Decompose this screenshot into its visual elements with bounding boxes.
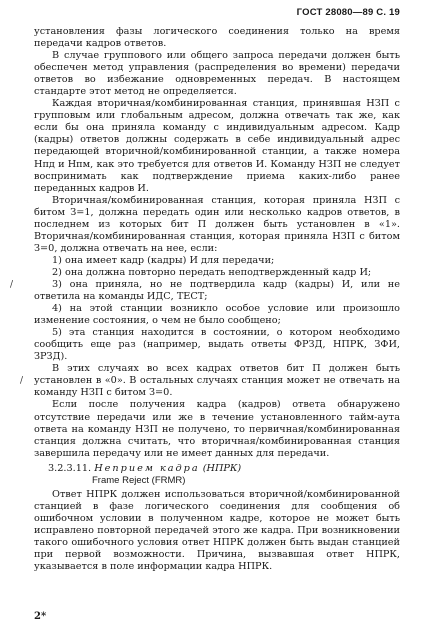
list-item: 1) она имеет кадр (кадры) И для передачи; [52,254,275,266]
section-heading [34,463,400,475]
list-item: 5) эта станция находится в состоянии, о котором необходимо сообщить еще раз (например, выдать ответы ФРЗД, НПРК, ЗФИ, ЗРЗД). [34,327,400,363]
paragraph: Ответ НПРК должен использоваться вторичной/комбинированной станцией в фазе логического соединения для сообщения об ошибочном условии в полученном кадре, которое не может быть исправлено повторной передачей этого же кадра. При возникновении такого ошибочного условия ответ НПРК должен быть выдан станцией при первой возможности. Причина, вызвавшая ответ НПРК, указывается в поле информации кадра НПРК. [34,488,400,573]
paragraph: В случае группового или общего запроса передачи должен быть обеспечен метод управления (распределения во времени) передачи ответов во избежание одновременных передач. В настоящем стандарте этот метод не определяется. [34,50,400,98]
section-number: 3.2.3.11. [48,462,92,474]
page-footer-mark: 2* [34,611,47,622]
list-item: 3) она приняла, но не подтвердила кадр (кадры) И, или не ответила на команды ИДС, ТЕСТ; [34,278,400,303]
list-item: 2) она должна повторно передать неподтвержденный кадр И; [52,266,372,278]
paragraph: Если после получения кадра (кадров) ответа обнаружено отсутствие передачи или же в течение установленного тайм-аута ответа на команду НЗП не получено, то первичная/комбинированная станция должна считать, что вторичная/комбинированная станция завершила передачу или не имеет данных для передачи. [34,399,400,459]
page-header: ГОСТ 28080—89 С. 19 [296,7,400,18]
section-title: Неприем кадра [94,462,200,474]
paragraph: Вторичная/комбинированная станция, которая приняла НЗП с битом З=1, должна передать один или несколько кадров ответов, в последнем из которых бит П должен быть установлен в «1». Вторичная/комбинированная станция, которая приняла НЗП с битом З=0, должна отвечать на нее, если: [34,194,400,254]
document-body [34,26,400,573]
section-abbreviation: (НПРК) [202,462,242,474]
margin-mark: / [20,376,24,386]
section-english-title: Frame Reject (FRMR) [92,474,186,486]
list-item: 4) на этой станции возникло особое условие или произошло изменение состояния, о чем не было сообщено; [34,303,400,327]
paragraph: установления фазы логического соединения только на время передачи кадров ответов. [34,26,400,50]
paragraph: В этих случаях во всех кадрах ответов бит П должен быть установлен в «0». В остальных случаях станция может не отвечать на команду НЗП с битом З=0. [34,363,400,399]
margin-mark: / [10,280,14,290]
paragraph: Каждая вторичная/комбинированная станция, принявшая НЗП с групповым или глобальным адресом, должна отвечать так же, как если бы она приняла команду с индивидуальным адресом. Кадр (кадры) ответов должны содержать в себе индивидуальный адрес передающей вторичной/комбинированной станции, а также номера Нпд и Нпм, как это требуется для ответов И. Команду НЗП не следует воспринимать как подтверждение приема каких-либо ранее переданных кадров И. [34,98,400,194]
